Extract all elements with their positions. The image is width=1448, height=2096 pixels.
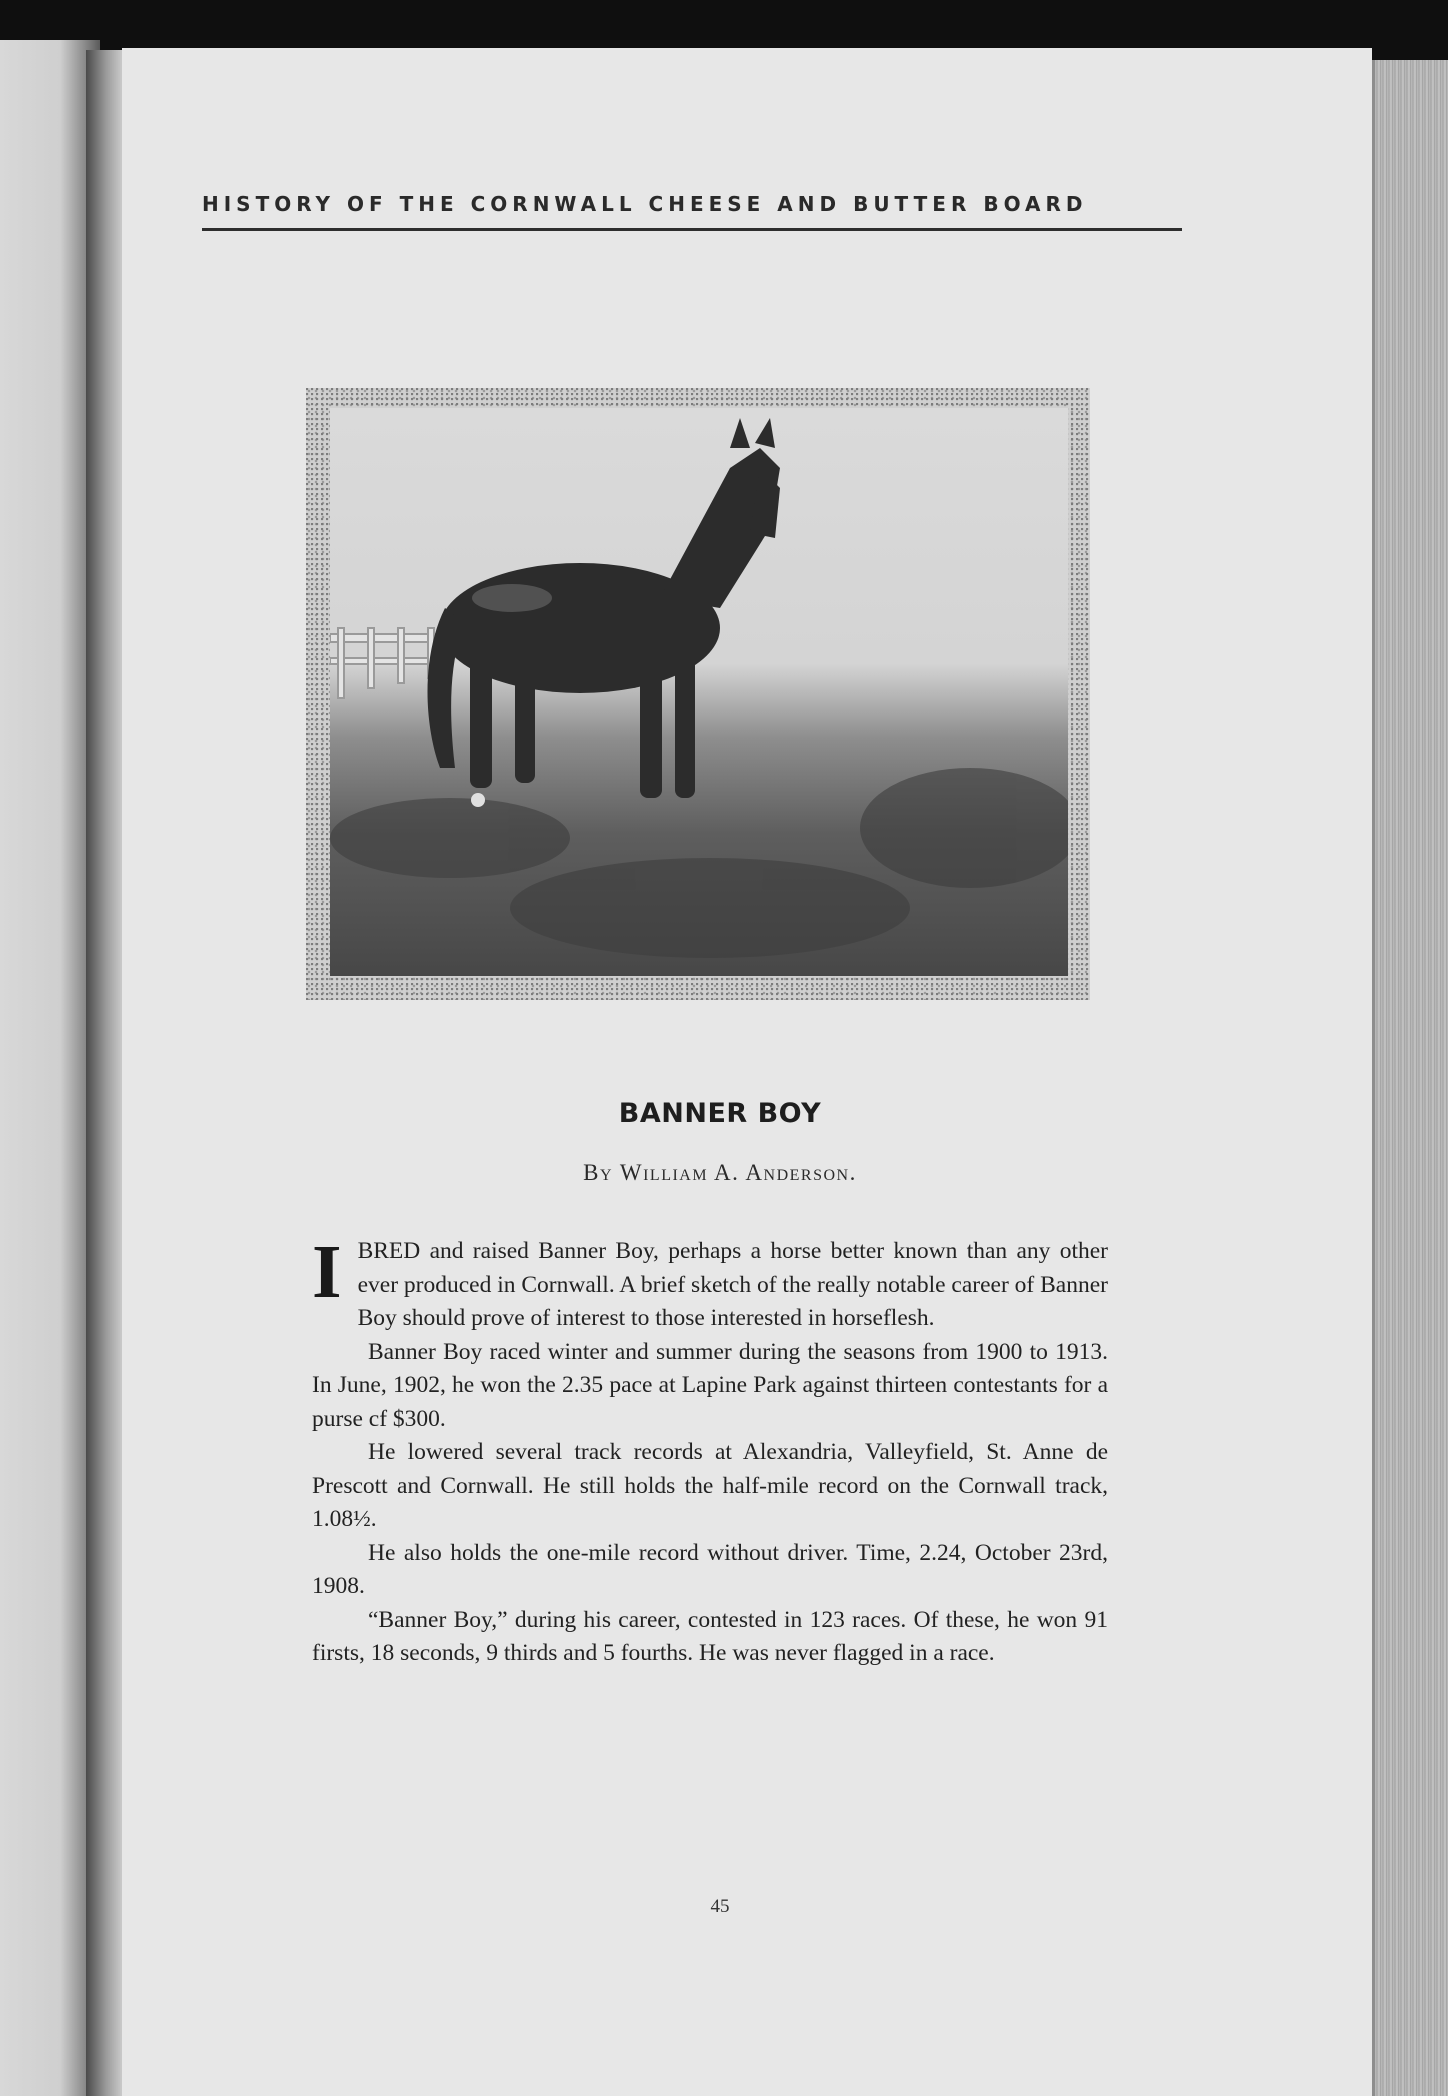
- page-number: 45: [710, 1896, 730, 1917]
- running-head: HISTORY OF THE CORNWALL CHEESE AND BUTTER BOARD: [202, 192, 1088, 216]
- page-stack-edge: [1372, 60, 1448, 2096]
- paragraph-4: He also holds the one-mile record without driver. Time, 2.24, October 23rd, 1908.: [312, 1539, 1108, 1599]
- book-gutter: [86, 50, 126, 2096]
- book-page: [122, 48, 1372, 2096]
- drop-cap: I: [312, 1230, 342, 1314]
- header-rule: [202, 228, 1182, 231]
- horse-illustration: [330, 408, 1068, 976]
- paragraph-5: “Banner Boy,” during his career, contested in 123 races. Of these, he won 91 firsts, 18 seconds, 9 thirds and 5 fourths. He was never flagged in a race.: [312, 1606, 1108, 1666]
- article-byline: By William A. Anderson.: [583, 1160, 857, 1185]
- horse-photo: [330, 408, 1068, 976]
- article-title: BANNER BOY: [618, 1098, 822, 1129]
- left-page-edge: [0, 40, 100, 2096]
- paragraph-3: He lowered several track records at Alexandria, Valleyfield, St. Anne de Prescott and Cornwall. He still holds the half-mile record on the Cornwall track, 1.08½.: [312, 1439, 1108, 1532]
- paragraph-1-text: BRED and raised Banner Boy, perhaps a horse better known than any other ever produced in Cornwall. A brief sketch of the really notable career of Banner Boy should prove of interest to those interested in horseflesh.: [357, 1238, 1108, 1331]
- paragraph-1: [312, 1230, 1108, 1336]
- paragraph-2: Banner Boy raced winter and summer during the seasons from 1900 to 1913. In June, 1902, he won the 2.35 pace at Lapine Park against thirteen contestants for a purse cf $300.: [312, 1338, 1108, 1432]
- article-body: [312, 1230, 1108, 1671]
